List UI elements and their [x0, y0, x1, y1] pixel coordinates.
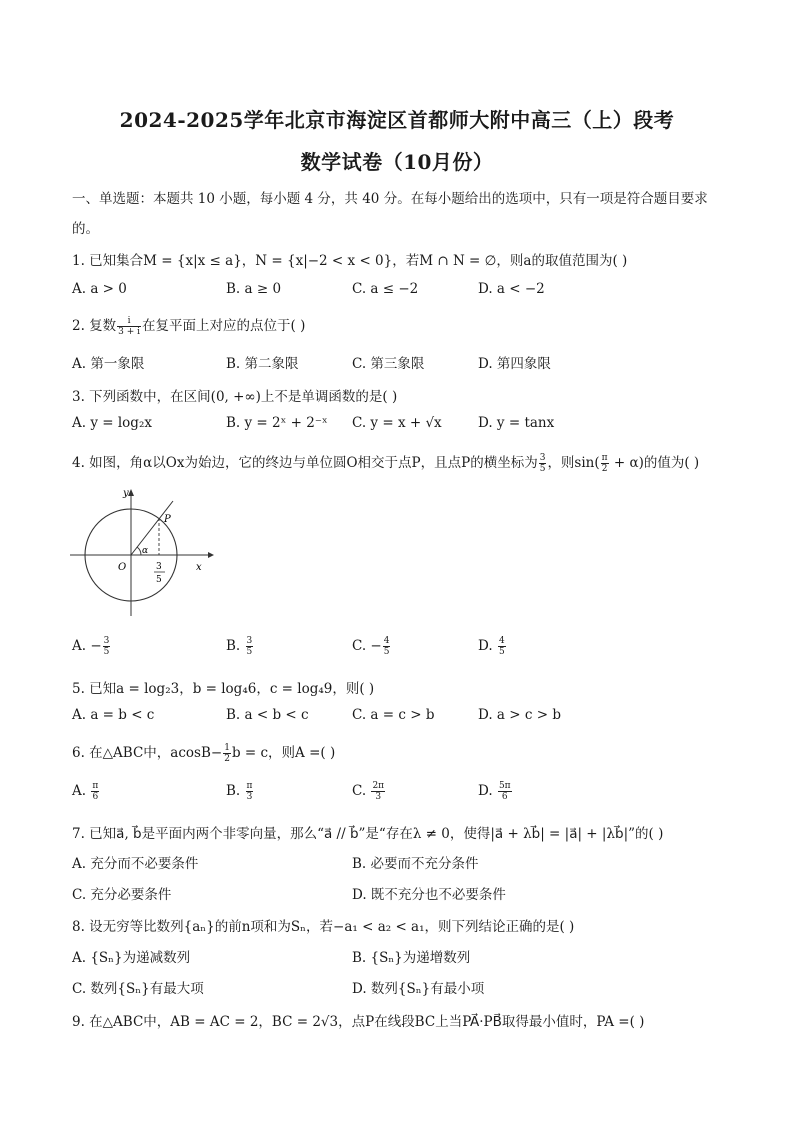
q4b-prefix: B. — [226, 638, 245, 654]
q6-option-d — [478, 781, 513, 802]
q8-option-b: B. {Sₙ}为递增数列 — [352, 950, 471, 966]
q8-option-a: A. {Sₙ}为递减数列 — [72, 950, 191, 966]
q4-stem-post: + α)的值为( ) — [609, 455, 700, 471]
x-label: x — [196, 562, 202, 573]
q4d-prefix: D. — [478, 638, 497, 654]
q6-fraction — [223, 743, 231, 764]
q3-option-b: B. y = 2ˣ + 2⁻ˣ — [226, 415, 328, 431]
q3-option-a: A. y = log₂x — [72, 415, 152, 431]
q6d-prefix: D. — [478, 783, 497, 799]
q4b-fraction — [246, 636, 254, 657]
y-label: y — [123, 488, 129, 499]
question-3-stem: 3. 下列函数中，在区间(0, +∞)上不是单调函数的是( ) — [72, 389, 398, 405]
paper-title-line1: 2024-2025学年北京市海淀区首都师大附中高三（上）段考 — [119, 108, 675, 132]
q2-frac-den: 3 + i — [118, 327, 141, 337]
q2-option-b: B. 第二象限 — [226, 356, 299, 372]
q6c-fraction — [371, 781, 385, 802]
q1-option-c: C. a ≤ −2 — [352, 281, 419, 297]
q6a-den: 6 — [92, 792, 99, 802]
x-axis-arrow-icon — [208, 552, 214, 558]
unit-circle-figure — [68, 484, 218, 619]
q6a-prefix: A. — [72, 783, 91, 799]
question-5-stem: 5. 已知a = log₂3，b = log₄6，c = log₄9，则( ) — [72, 681, 375, 697]
q6-option-a — [72, 781, 100, 802]
q4a-prefix: A. − — [72, 638, 102, 654]
q4a-fraction — [103, 636, 111, 657]
q1-option-d: D. a < −2 — [478, 281, 545, 297]
q4c-prefix: C. − — [352, 638, 382, 654]
q4-option-d — [478, 636, 507, 657]
y-axis-arrow-icon — [128, 489, 134, 496]
q4-frac2-num: π — [601, 453, 608, 463]
question-1-stem: 1. 已知集合M = {x|x ≤ a}，N = {x|−2 < x < 0}，若M ∩ N = ∅，则a的取值范围为( ) — [72, 253, 628, 269]
q4-frac2-den: 2 — [601, 464, 608, 474]
question-4-stem — [72, 451, 699, 474]
q6c-prefix: C. — [352, 783, 371, 799]
q6b-num: π — [246, 781, 253, 791]
q8-option-d: D. 数列{Sₙ}有最小项 — [352, 981, 485, 997]
q3-option-d: D. y = tanx — [478, 415, 555, 431]
q7-option-c: C. 充分必要条件 — [72, 887, 172, 903]
q4-option-c — [352, 636, 391, 657]
q4c-fraction — [383, 636, 391, 657]
q5-option-a: A. a = b < c — [72, 707, 155, 723]
q6d-fraction — [498, 781, 512, 802]
q4-frac-num: 3 — [539, 453, 546, 463]
q6-frac-den: 2 — [224, 754, 230, 764]
q1-option-b: B. a ≥ 0 — [226, 281, 282, 297]
q1-option-a: A. a > 0 — [72, 281, 127, 297]
q8-option-c: C. 数列{Sₙ}有最大项 — [72, 981, 204, 997]
q3-option-c: C. y = x + √x — [352, 415, 442, 431]
question-6-stem — [72, 741, 335, 764]
q4a-num: 3 — [103, 636, 110, 646]
question-7-stem: 7. 已知a⃗, b⃗是平面内两个非零向量，那么“a⃗ // b⃗”是“存在λ ≠ 0，使得|a⃗ + λb⃗| = |a⃗| + |λb⃗|”的( ) — [72, 826, 664, 842]
point-p-label: P — [164, 514, 171, 525]
question-8-stem: 8. 设无穷等比数列{aₙ}的前n项和为Sₙ，若−a₁ < a₂ < a₁，则下列结论正确的是( ) — [72, 919, 575, 935]
q6a-fraction — [91, 781, 99, 802]
q2-stem-pre: 2. 复数 — [72, 318, 117, 334]
q4-fraction — [539, 453, 547, 474]
q6b-den: 3 — [246, 792, 253, 802]
q4d-den: 5 — [498, 647, 505, 657]
section-heading: 一、单选题：本题共 10 小题，每小题 4 分，共 40 分。在每小题给出的选项中，只有一项是符合题目要求 — [72, 191, 708, 207]
q4-stem-pre: 4. 如图，角α以Ox为始边，它的终边与单位圆O相交于点P，且点P的横坐标为 — [72, 455, 538, 471]
q4-fraction-2 — [601, 453, 609, 474]
section-heading-cont: 的。 — [72, 221, 99, 237]
q4-frac-den: 5 — [539, 464, 546, 474]
q4d-num: 4 — [498, 636, 505, 646]
q6-stem-pre: 6. 在△ABC中，acosB− — [72, 745, 223, 761]
q7-option-b: B. 必要而不充分条件 — [352, 856, 479, 872]
q2-option-d: D. 第四象限 — [478, 356, 551, 372]
q6b-prefix: B. — [226, 783, 245, 799]
q4a-den: 5 — [103, 647, 110, 657]
q6-frac-num: 1 — [224, 743, 230, 753]
q7-option-d: D. 既不充分也不必要条件 — [352, 887, 506, 903]
origin-label: O — [118, 562, 127, 573]
q6-option-c — [352, 781, 386, 802]
tick-num-label: 3 — [156, 562, 162, 572]
q2-fraction — [117, 316, 141, 337]
question-2-stem — [72, 314, 305, 337]
q4d-fraction — [498, 636, 506, 657]
q4b-den: 5 — [246, 647, 253, 657]
q6a-num: π — [92, 781, 99, 791]
question-9-stem: 9. 在△ABC中，AB = AC = 2，BC = 2√3，点P在线段BC上当PA⃗·PB⃗取得最小值时，PA =( ) — [72, 1014, 645, 1030]
q4-option-b — [226, 636, 254, 657]
q6-option-b — [226, 781, 254, 802]
q2-stem-post: 在复平面上对应的点位于( ) — [142, 318, 306, 334]
paper-title-line2: 数学试卷（10月份） — [300, 150, 494, 174]
q5-option-b: B. a < b < c — [226, 707, 309, 723]
q6b-fraction — [246, 781, 254, 802]
q2-option-c: C. 第三象限 — [352, 356, 425, 372]
q5-option-c: C. a = c > b — [352, 707, 435, 723]
q6d-den: 6 — [501, 792, 508, 802]
q6c-den: 3 — [375, 792, 382, 802]
tick-den-label: 5 — [156, 575, 162, 585]
q7-option-a: A. 充分而不必要条件 — [72, 856, 199, 872]
q4c-num: 4 — [383, 636, 390, 646]
q5-option-d: D. a > c > b — [478, 707, 561, 723]
q6-stem-post: b = c，则A =( ) — [231, 745, 336, 761]
angle-arc — [137, 547, 141, 555]
q2-option-a: A. 第一象限 — [72, 356, 145, 372]
q6d-num: 5π — [498, 781, 511, 791]
q4-stem-mid: ，则sin( — [547, 455, 600, 471]
angle-alpha-label: α — [142, 546, 149, 556]
q4-option-a — [72, 636, 111, 657]
q2-frac-num: i — [117, 316, 141, 327]
q6c-num: 2π — [372, 781, 385, 791]
q4c-den: 5 — [383, 647, 390, 657]
q4b-num: 3 — [246, 636, 253, 646]
